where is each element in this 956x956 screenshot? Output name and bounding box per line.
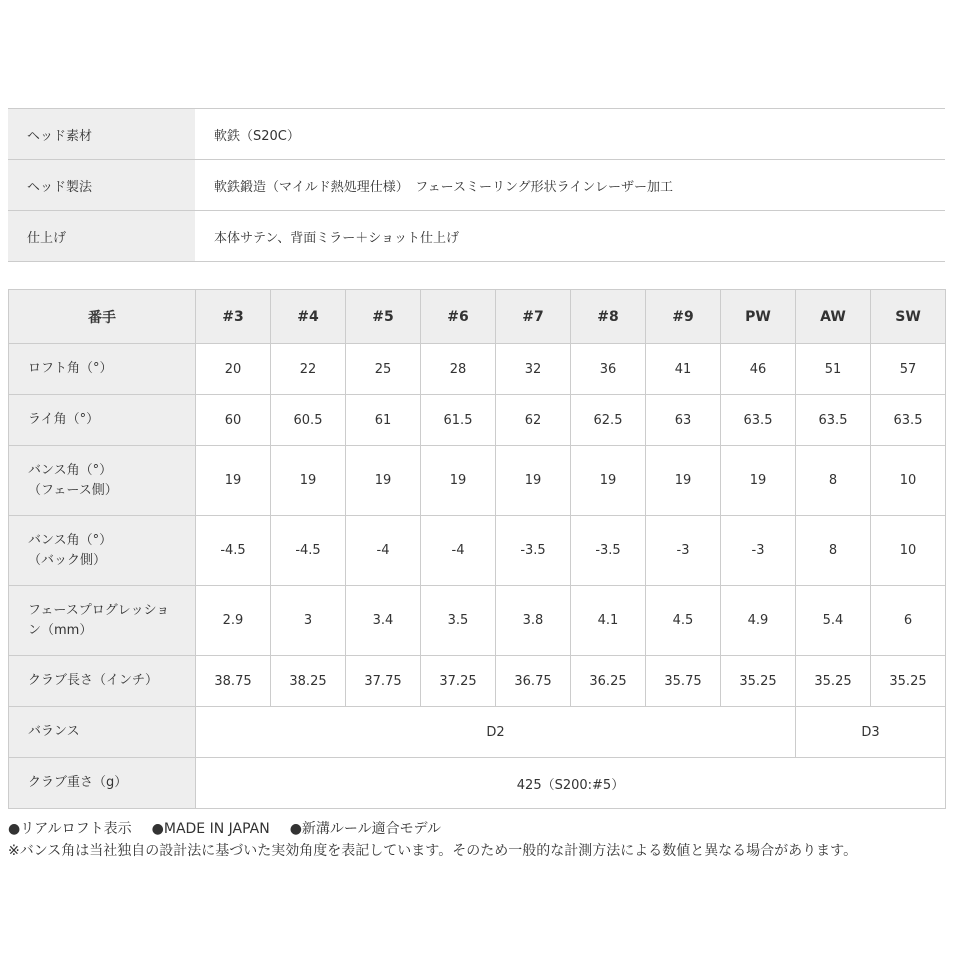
loft-table xyxy=(8,289,946,809)
loft-row xyxy=(9,344,946,395)
value-cell: 20 xyxy=(196,344,271,395)
value-cell: 61 xyxy=(346,395,421,446)
value-cell: 41 xyxy=(646,344,721,395)
spec-table-body xyxy=(8,109,945,262)
value-cell: 32 xyxy=(496,344,571,395)
value-cell: 3.4 xyxy=(346,586,421,656)
header-no7: #7 xyxy=(496,290,571,344)
value-cell: 36.75 xyxy=(496,656,571,707)
balance-row xyxy=(9,707,946,758)
value-cell: 3.8 xyxy=(496,586,571,656)
value-cell: -4 xyxy=(346,516,421,586)
value-cell: 19 xyxy=(271,446,346,516)
value-cell: -3.5 xyxy=(571,516,646,586)
loft-table-body xyxy=(9,344,946,809)
value-cell: 63.5 xyxy=(871,395,946,446)
value-cell: 4.9 xyxy=(721,586,796,656)
value-cell: 35.25 xyxy=(871,656,946,707)
spec-row xyxy=(8,109,945,160)
value-cell: 3.5 xyxy=(421,586,496,656)
value-cell: 19 xyxy=(496,446,571,516)
value-cell: 5.4 xyxy=(796,586,871,656)
header-sw: SW xyxy=(871,290,946,344)
value-cell: 63.5 xyxy=(721,395,796,446)
header-no3: #3 xyxy=(196,290,271,344)
value-cell: 62.5 xyxy=(571,395,646,446)
value-cell: 63 xyxy=(646,395,721,446)
value-cell: 35.75 xyxy=(646,656,721,707)
header-no4: #4 xyxy=(271,290,346,344)
spec-label: ヘッド素材 xyxy=(8,109,195,160)
value-cell: 63.5 xyxy=(796,395,871,446)
header-no6: #6 xyxy=(421,290,496,344)
feature-list xyxy=(8,818,948,840)
loft-row xyxy=(9,656,946,707)
value-cell: 37.75 xyxy=(346,656,421,707)
value-cell: 19 xyxy=(196,446,271,516)
feature-item: ●MADE IN JAPAN xyxy=(151,821,270,837)
row-label-line: ン（mm） xyxy=(28,622,93,638)
row-label xyxy=(9,656,196,707)
value-cell: 2.9 xyxy=(196,586,271,656)
loft-row xyxy=(9,395,946,446)
header-club-number: 番手 xyxy=(9,290,196,344)
row-label xyxy=(9,344,196,395)
value-cell: 62 xyxy=(496,395,571,446)
row-label-line: バンス角（°） xyxy=(28,532,113,548)
footer-notes xyxy=(8,818,948,862)
balance-main-value: D2 xyxy=(196,707,796,758)
value-cell: 8 xyxy=(796,446,871,516)
spec-table xyxy=(8,108,945,262)
row-label-line: ロフト角（°） xyxy=(28,361,113,376)
spec-value: 軟鉄鍛造（マイルド熱処理仕様） フェースミーリング形状ラインレーザー加工 xyxy=(195,160,945,211)
value-cell: 22 xyxy=(271,344,346,395)
row-label xyxy=(9,446,196,516)
value-cell: 60.5 xyxy=(271,395,346,446)
row-label-line: フェースプログレッショ xyxy=(28,602,170,618)
row-label-line: （フェース側） xyxy=(28,482,118,498)
value-cell: 36 xyxy=(571,344,646,395)
row-label xyxy=(9,586,196,656)
header-pw: PW xyxy=(721,290,796,344)
feature-item: ●新溝ルール適合モデル xyxy=(289,821,441,837)
spec-label: ヘッド製法 xyxy=(8,160,195,211)
value-cell: -4 xyxy=(421,516,496,586)
value-cell: 38.75 xyxy=(196,656,271,707)
spec-label: 仕上げ xyxy=(8,211,195,262)
value-cell: 4.5 xyxy=(646,586,721,656)
value-cell: -4.5 xyxy=(271,516,346,586)
row-label xyxy=(9,395,196,446)
row-label xyxy=(9,516,196,586)
header-no8: #8 xyxy=(571,290,646,344)
spec-row xyxy=(8,160,945,211)
value-cell: 10 xyxy=(871,516,946,586)
loft-table-header-row xyxy=(9,290,946,344)
balance-wedge-value: D3 xyxy=(796,707,946,758)
spec-value: 本体サテン、背面ミラー＋ショット仕上げ xyxy=(195,211,945,262)
weight-row xyxy=(9,758,946,809)
spec-value: 軟鉄（S20C） xyxy=(195,109,945,160)
value-cell: 8 xyxy=(796,516,871,586)
header-no9: #9 xyxy=(646,290,721,344)
header-no5: #5 xyxy=(346,290,421,344)
value-cell: 19 xyxy=(421,446,496,516)
loft-row xyxy=(9,516,946,586)
value-cell: -3.5 xyxy=(496,516,571,586)
value-cell: 25 xyxy=(346,344,421,395)
spec-row xyxy=(8,211,945,262)
value-cell: 19 xyxy=(646,446,721,516)
value-cell: 36.25 xyxy=(571,656,646,707)
weight-label: クラブ重さ（g） xyxy=(9,758,196,809)
value-cell: -4.5 xyxy=(196,516,271,586)
weight-value: 425（S200:#5） xyxy=(196,758,946,809)
value-cell: 51 xyxy=(796,344,871,395)
value-cell: 37.25 xyxy=(421,656,496,707)
value-cell: 35.25 xyxy=(796,656,871,707)
feature-item: ●リアルロフト表示 xyxy=(8,821,132,837)
loft-row xyxy=(9,446,946,516)
value-cell: 28 xyxy=(421,344,496,395)
value-cell: 19 xyxy=(571,446,646,516)
value-cell: -3 xyxy=(646,516,721,586)
value-cell: 35.25 xyxy=(721,656,796,707)
value-cell: 38.25 xyxy=(271,656,346,707)
row-label-line: ライ角（°） xyxy=(28,412,100,427)
loft-row xyxy=(9,586,946,656)
bounce-note: ※バンス角は当社独自の設計法に基づいた実効角度を表記しています。そのため一般的な計測方法による数値と異なる場合があります。 xyxy=(8,843,858,859)
value-cell: 57 xyxy=(871,344,946,395)
row-label-line: クラブ長さ（インチ） xyxy=(28,673,159,688)
value-cell: 46 xyxy=(721,344,796,395)
value-cell: 19 xyxy=(721,446,796,516)
row-label-line: バンス角（°） xyxy=(28,462,113,478)
value-cell: -3 xyxy=(721,516,796,586)
value-cell: 4.1 xyxy=(571,586,646,656)
balance-label: バランス xyxy=(9,707,196,758)
value-cell: 60 xyxy=(196,395,271,446)
value-cell: 19 xyxy=(346,446,421,516)
value-cell: 6 xyxy=(871,586,946,656)
header-aw: AW xyxy=(796,290,871,344)
value-cell: 61.5 xyxy=(421,395,496,446)
value-cell: 3 xyxy=(271,586,346,656)
value-cell: 10 xyxy=(871,446,946,516)
row-label-line: （バック側） xyxy=(28,552,107,568)
